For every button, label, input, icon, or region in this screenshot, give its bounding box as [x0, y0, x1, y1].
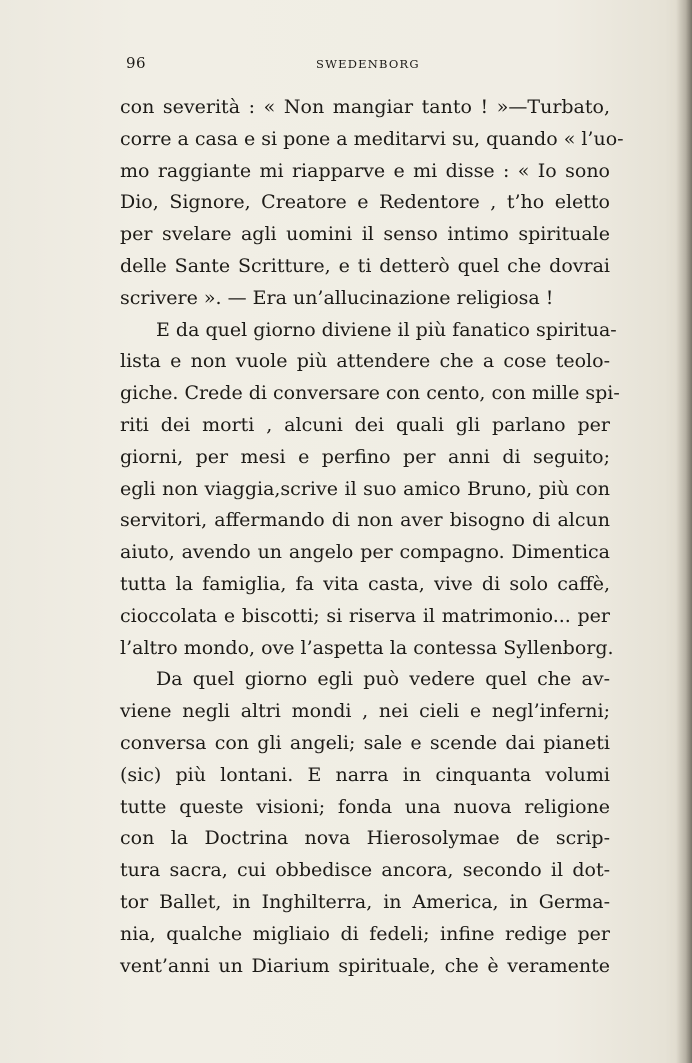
italic-text: Doctrina nova Hierosolymae de scrip-	[204, 827, 610, 850]
text-line	[120, 219, 610, 251]
text-run: tor Ballet, in Inghilterra, in America, in Germa-	[120, 890, 610, 913]
text-line	[120, 855, 610, 887]
text-run: riti dei morti , alcuni dei quali gli parlano per	[120, 413, 610, 436]
text-line	[120, 601, 610, 633]
text-line	[120, 633, 614, 665]
text-line	[120, 728, 610, 760]
text-line	[120, 696, 610, 728]
italic-text: Non mangiar tanto !	[283, 96, 489, 118]
text-run: , che è veramente	[429, 954, 611, 977]
text-line	[120, 251, 610, 283]
text-line	[120, 315, 617, 347]
page-gutter-shadow	[676, 0, 692, 1063]
text-run: nia, qualche migliaio di fedeli; infine redige per	[120, 922, 610, 945]
text-line	[120, 410, 610, 442]
text-run: mo raggiante mi riapparve e mi disse : « Io sono	[120, 159, 610, 182]
text-line	[120, 823, 610, 855]
text-line	[120, 505, 610, 537]
text-line	[120, 569, 610, 601]
text-line	[120, 760, 610, 792]
text-run: per svelare agli uomini il senso intimo spirituale	[120, 223, 610, 246]
text-line	[120, 156, 610, 188]
text-run: viene negli altri mondi , nei cieli e negl’inferni;	[120, 700, 610, 723]
body-text	[120, 92, 624, 982]
text-run: giorni, per mesi e perfino per anni di seguito;	[120, 445, 610, 468]
text-run: scrivere ». — Era un’allucinazione religiosa !	[120, 286, 554, 309]
text-line	[120, 187, 610, 219]
text-line	[120, 792, 610, 824]
text-run: conversa con gli angeli; sale e scende dai pianeti	[120, 731, 610, 754]
text-line	[120, 664, 610, 696]
text-run: tutte queste visioni; fonda una nuova religione	[120, 795, 610, 818]
text-run: lista e non vuole più attendere che a cose teolo-	[120, 350, 610, 373]
text-run: l’altro mondo, ove l’aspetta la contessa Syllenborg.	[120, 636, 614, 659]
text-run: servitori, affermando di non aver bisogno di alcun	[120, 509, 610, 532]
text-line	[120, 919, 610, 951]
italic-text: tura sacra	[120, 859, 222, 882]
text-line	[120, 283, 610, 315]
text-run: tutta la famiglia, fa vita casta, vive di solo caffè,	[120, 572, 610, 595]
text-run: corre a casa e si pone a meditarvi su, quando « l’uo-	[120, 127, 624, 150]
text-line	[120, 474, 610, 506]
text-run: egli non viaggia,scrive il suo amico Bruno, più con	[120, 477, 610, 500]
text-line	[120, 537, 610, 569]
text-run: vent’anni un	[120, 954, 252, 977]
text-run: aiuto, avendo un angelo per compagno. Dimentica	[120, 541, 610, 564]
italic-text: Diarium spirituale	[251, 954, 430, 977]
text-line	[120, 887, 610, 919]
text-run: delle Sante Scritture, e ti detterò quel che dovrai	[120, 254, 610, 277]
text-run: Da quel giorno egli può vedere quel che av-	[156, 668, 610, 691]
text-line	[120, 378, 620, 410]
italic-text: (sic)	[120, 763, 162, 786]
text-run: »—Turbato,	[488, 96, 611, 118]
text-run: cioccolata e biscotti; si riserva il matrimonio... per	[120, 604, 610, 627]
text-line	[120, 92, 610, 124]
text-run: giche. Crede di conversare con cento, con mille spi-	[120, 382, 620, 405]
page-number: 96	[126, 54, 147, 72]
text-run: Dio, Signore, Creatore e Redentore , t’ho eletto	[120, 191, 610, 214]
text-run: con severità : «	[120, 96, 284, 118]
text-run: , cui obbedisce ancora, secondo il dot-	[221, 859, 610, 882]
text-line	[120, 951, 610, 983]
text-run: E da quel giorno diviene il più fanatico spiritua-	[156, 318, 617, 341]
text-run: con la	[120, 827, 205, 850]
text-run: più lontani. E narra in cinquanta volumi	[161, 763, 610, 786]
text-line	[120, 124, 624, 156]
running-head	[126, 54, 611, 78]
text-line	[120, 442, 610, 474]
running-title: SWEDENBORG	[316, 57, 420, 71]
text-line	[120, 346, 610, 378]
